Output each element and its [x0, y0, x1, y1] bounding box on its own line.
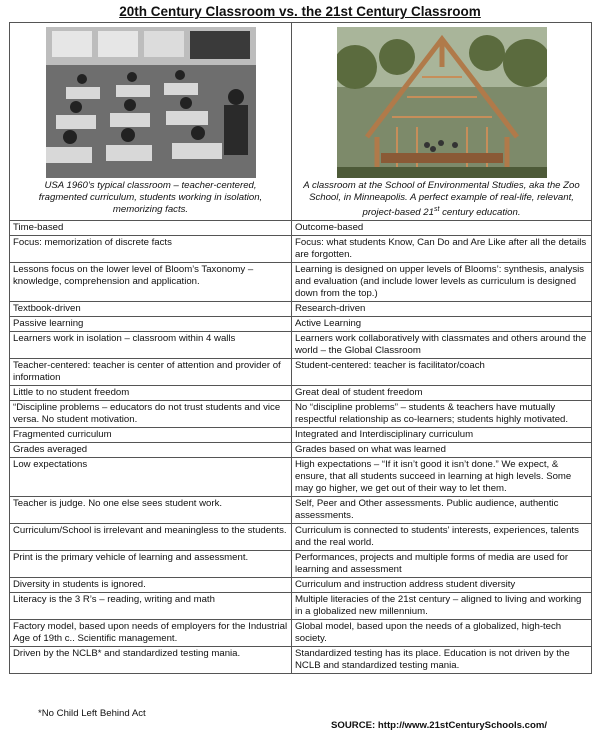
20th-century-cell: Learners work in isolation – classroom within 4 walls: [10, 332, 292, 359]
table-row: [10, 359, 592, 386]
right-caption-tail: century education.: [439, 207, 521, 219]
21st-century-cell: Grades based on what was learned: [292, 443, 592, 458]
table-row: [10, 263, 592, 302]
20th-century-cell: Factory model, based upon needs of employers for the Industrial Age of 19th c.. Scientific management.: [10, 620, 292, 647]
20th-century-cell: Teacher-centered: teacher is center of attention and provider of information: [10, 359, 292, 386]
table-row: [10, 458, 592, 497]
left-image-caption: USA 1960’s typical classroom – teacher-centered, fragmented curriculum, students working in isolation, memorizing facts.: [38, 180, 263, 215]
20th-century-cell: Lessons focus on the lower level of Bloom’s Taxonomy – knowledge, comprehension and application.: [10, 263, 292, 302]
20th-century-cell: Driven by the NCLB* and standardized testing mania.: [10, 647, 292, 674]
20th-century-cell: Little to no student freedom: [10, 386, 292, 401]
table-row: [10, 332, 592, 359]
20th-century-cell: Low expectations: [10, 458, 292, 497]
right-caption-superscript: st: [433, 206, 440, 213]
20th-century-cell: Diversity in students is ignored.: [10, 578, 292, 593]
20th-century-cell: “Discipline problems – educators do not trust students and vice versa. No student motivation.: [10, 401, 292, 428]
table-row: [10, 593, 592, 620]
right-image-caption: [295, 178, 588, 219]
table-row: [10, 524, 592, 551]
image-row: [10, 23, 592, 221]
21st-century-cell: Learners work collaboratively with classmates and others around the world – the Global Classroom: [292, 332, 592, 359]
source-citation: SOURCE: http://www.21stCenturySchools.com/: [331, 720, 548, 731]
table-row: [10, 236, 592, 263]
table-row: [10, 443, 592, 458]
21st-century-cell: High expectations – “If it isn’t good it isn’t done.” We expect, & ensure, that all students succeed in learning at high levels. Some may go higher, we get out of their way to let them.: [292, 458, 592, 497]
21st-century-cell: Learning is designed on upper levels of Blooms’: synthesis, analysis and evaluation (and include lower levels as curriculum is designed down from the top.): [292, 263, 592, 302]
20th-century-cell: Grades averaged: [10, 443, 292, 458]
20th-century-cell: Focus: memorization of discrete facts: [10, 236, 292, 263]
21st-century-cell: Self, Peer and Other assessments. Public audience, authentic assessments.: [292, 497, 592, 524]
20th-century-cell: Literacy is the 3 R’s – reading, writing and math: [10, 593, 292, 620]
20th-century-cell: Time-based: [10, 221, 292, 236]
21st-century-cell: Outcome-based: [292, 221, 592, 236]
table-row: [10, 620, 592, 647]
footnote: *No Child Left Behind Act: [38, 708, 146, 719]
table-row: [10, 317, 592, 332]
right-caption-text: A classroom at the School of Environmental Studies, aka the Zoo School, in Minneapolis. A perfect example of real-life, relevant, project-based 21: [303, 180, 580, 219]
20th-century-cell: Print is the primary vehicle of learning and assessment.: [10, 551, 292, 578]
21st-century-cell: Standardized testing has its place. Education is not driven by the NCLB and standardized testing mania.: [292, 647, 592, 674]
21st-century-cell: Curriculum is connected to students’ interests, experiences, talents and the real world.: [292, 524, 592, 551]
21st-century-cell: Great deal of student freedom: [292, 386, 592, 401]
classroom-1960s-photo: [46, 27, 256, 178]
zoo-school-photo: [337, 27, 547, 178]
table-row: [10, 302, 592, 317]
comparison-table: [9, 22, 592, 674]
21st-century-cell: Performances, projects and multiple forms of media are used for learning and assessment: [292, 551, 592, 578]
21st-century-cell: Integrated and Interdisciplinary curriculum: [292, 428, 592, 443]
left-image-cell: [10, 23, 292, 221]
20th-century-cell: Teacher is judge. No one else sees student work.: [10, 497, 292, 524]
table-row: [10, 497, 592, 524]
21st-century-cell: Curriculum and instruction address student diversity: [292, 578, 592, 593]
table-row: [10, 578, 592, 593]
right-image-cell: [292, 23, 592, 221]
table-row: [10, 647, 592, 674]
table-row: [10, 386, 592, 401]
20th-century-cell: Fragmented curriculum: [10, 428, 292, 443]
table-row: [10, 428, 592, 443]
20th-century-cell: Textbook-driven: [10, 302, 292, 317]
table-row: [10, 401, 592, 428]
21st-century-cell: Research-driven: [292, 302, 592, 317]
21st-century-cell: Student-centered: teacher is facilitator/coach: [292, 359, 592, 386]
21st-century-cell: Focus: what students Know, Can Do and Are Like after all the details are forgotten.: [292, 236, 592, 263]
20th-century-cell: Passive learning: [10, 317, 292, 332]
20th-century-cell: Curriculum/School is irrelevant and meaningless to the students.: [10, 524, 292, 551]
21st-century-cell: Active Learning: [292, 317, 592, 332]
21st-century-cell: Multiple literacies of the 21st century – aligned to living and working in a globalized new millennium.: [292, 593, 592, 620]
page-title: 20th Century Classroom vs. the 21st Century Classroom: [119, 4, 481, 19]
table-row: [10, 221, 592, 236]
21st-century-cell: Global model, based upon the needs of a globalized, high-tech society.: [292, 620, 592, 647]
21st-century-cell: No “discipline problems” – students & teachers have mutually respectful relationship as co-learners; students highly motivated.: [292, 401, 592, 428]
table-row: [10, 551, 592, 578]
